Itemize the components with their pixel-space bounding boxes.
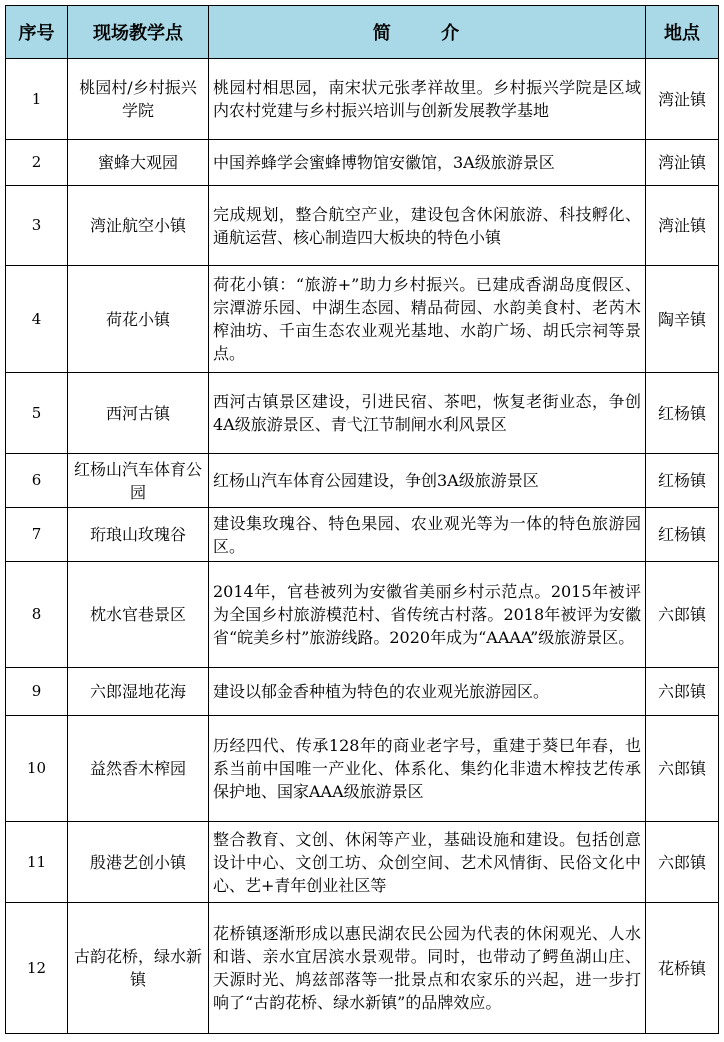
row-place: 六郎镇 <box>646 716 719 822</box>
row-place: 六郎镇 <box>646 668 719 716</box>
row-site: 桃园村/乡村振兴学院 <box>68 59 209 140</box>
row-place: 红杨镇 <box>646 373 719 454</box>
row-place: 六郎镇 <box>646 822 719 903</box>
table-row <box>6 454 719 508</box>
table-row <box>6 373 719 454</box>
table-header-row <box>6 6 719 59</box>
row-index: 11 <box>6 822 68 903</box>
row-place: 湾沚镇 <box>646 59 719 140</box>
row-index: 2 <box>6 140 68 186</box>
row-desc: 历经四代、传承128年的商业老字号，重建于葵巳年春，也系当前中国唯一产业化、体系化、集约化非遗木榨技艺传承保护地、国家AAA级旅游景区 <box>209 716 646 822</box>
row-desc: 整合教育、文创、休闲等产业，基础设施和建设。包括创意设计中心、文创工坊、众创空间、艺术风情街、民俗文化中心、艺+青年创业社区等 <box>209 822 646 903</box>
row-place: 湾沚镇 <box>646 186 719 266</box>
table-row <box>6 508 719 562</box>
row-site: 枕水官巷景区 <box>68 562 209 668</box>
row-place: 六郎镇 <box>646 562 719 668</box>
row-site: 西河古镇 <box>68 373 209 454</box>
row-site: 红杨山汽车体育公园 <box>68 454 209 508</box>
header-intro <box>209 6 646 59</box>
row-site: 湾沚航空小镇 <box>68 186 209 266</box>
row-index: 6 <box>6 454 68 508</box>
row-site: 益然香木榨园 <box>68 716 209 822</box>
row-index: 5 <box>6 373 68 454</box>
table-row <box>6 266 719 373</box>
row-desc: 西河古镇景区建设，引进民宿、茶吧，恢复老街业态，争创4A级旅游景区、青弋江节制闸水利风景区 <box>209 373 646 454</box>
row-index: 1 <box>6 59 68 140</box>
header-site: 现场教学点 <box>68 6 209 59</box>
row-place: 湾沚镇 <box>646 140 719 186</box>
table-row <box>6 59 719 140</box>
table-row <box>6 668 719 716</box>
row-site: 六郎湿地花海 <box>68 668 209 716</box>
row-index: 3 <box>6 186 68 266</box>
table-row <box>6 716 719 822</box>
row-index: 10 <box>6 716 68 822</box>
row-desc: 桃园村相思园，南宋状元张孝祥故里。乡村振兴学院是区域内农村党建与乡村振兴培训与创新发展教学基地 <box>209 59 646 140</box>
row-site: 蜜蜂大观园 <box>68 140 209 186</box>
row-index: 4 <box>6 266 68 373</box>
row-desc: 建设集玫瑰谷、特色果园、农业观光等为一体的特色旅游园区。 <box>209 508 646 562</box>
row-place: 花桥镇 <box>646 903 719 1034</box>
header-index: 序号 <box>6 6 68 59</box>
row-place: 陶辛镇 <box>646 266 719 373</box>
row-index: 9 <box>6 668 68 716</box>
row-desc: 完成规划，整合航空产业，建设包含休闲旅游、科技孵化、通航运营、核心制造四大板块的特色小镇 <box>209 186 646 266</box>
header-intro-label: 简 介 <box>372 23 482 44</box>
row-site: 荷花小镇 <box>68 266 209 373</box>
header-place: 地点 <box>646 6 719 59</box>
row-desc: 荷花小镇：“旅游+”助力乡村振兴。已建成香湖岛度假区、宗潭游乐园、中湖生态园、精品荷园、水韵美食村、老芮木榨油坊、千亩生态农业观光基地、水韵广场、胡氏宗祠等景点。 <box>209 266 646 373</box>
row-desc: 建设以郁金香种植为特色的农业观光旅游园区。 <box>209 668 646 716</box>
row-place: 红杨镇 <box>646 454 719 508</box>
row-index: 8 <box>6 562 68 668</box>
row-site: 殷港艺创小镇 <box>68 822 209 903</box>
row-desc: 2014年，官巷被列为安徽省美丽乡村示范点。2015年被评为全国乡村旅游模范村、省传统古村落。2018年被评为安徽省“皖美乡村”旅游线路。2020年成为“AAAA”级旅游景区。 <box>209 562 646 668</box>
table-row <box>6 186 719 266</box>
row-site: 珩琅山玫瑰谷 <box>68 508 209 562</box>
row-desc: 中国养蜂学会蜜蜂博物馆安徽馆，3A级旅游景区 <box>209 140 646 186</box>
row-site: 古韵花桥，绿水新镇 <box>68 903 209 1034</box>
row-desc: 花桥镇逐渐形成以惠民湖农民公园为代表的休闲观光、人水和谐、亲水宜居滨水景观带。同时，也带动了鳄鱼湖山庄、天源时光、鸠兹部落等一批景点和农家乐的兴起，进一步打响了“古韵花桥、绿水新镇”的品牌效应。 <box>209 903 646 1034</box>
row-place: 红杨镇 <box>646 508 719 562</box>
table-row <box>6 562 719 668</box>
table-row <box>6 903 719 1034</box>
row-desc: 红杨山汽车体育公园建设，争创3A级旅游景区 <box>209 454 646 508</box>
table-row <box>6 822 719 903</box>
table-row <box>6 140 719 186</box>
row-index: 12 <box>6 903 68 1034</box>
scenic-sites-table <box>5 5 719 1034</box>
row-index: 7 <box>6 508 68 562</box>
